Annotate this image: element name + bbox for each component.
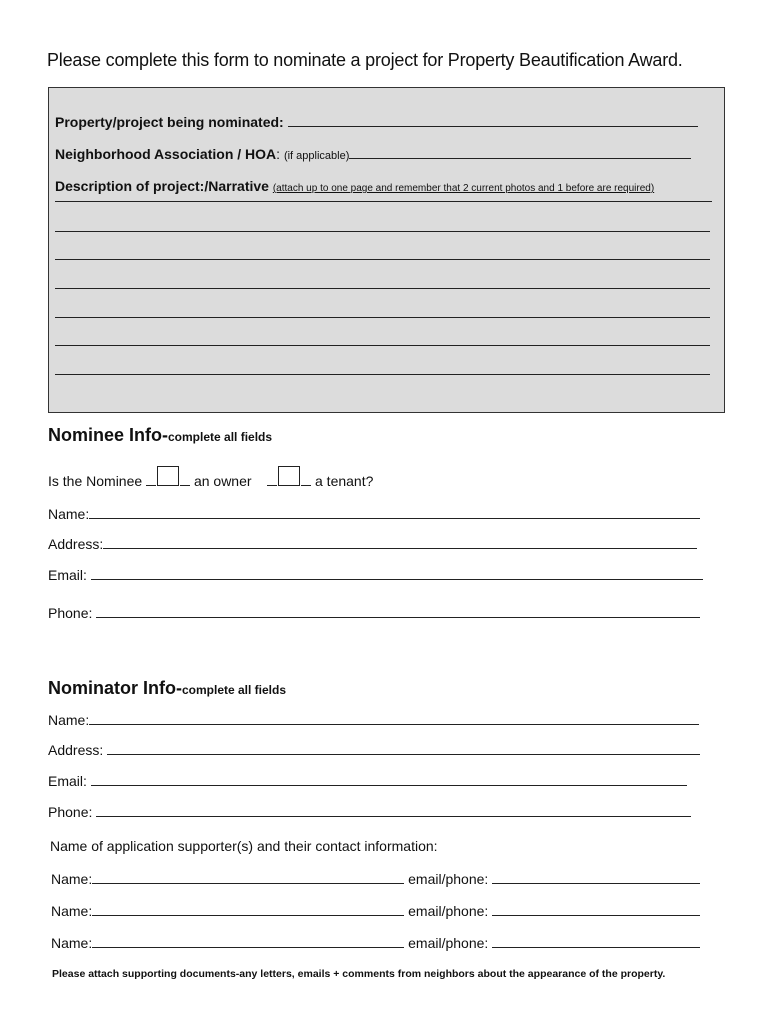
hoa-note: (if applicable) bbox=[283, 150, 350, 162]
property-field bbox=[55, 114, 698, 130]
nominee-name-field: Name: bbox=[48, 506, 700, 522]
supporter-row: Name: email/phone: bbox=[51, 903, 700, 919]
nominee-phone-field: Phone: bbox=[48, 605, 700, 621]
supporter-contact-input[interactable] bbox=[492, 936, 700, 948]
nominee-question-label: Is the Nominee bbox=[48, 473, 143, 489]
description-line[interactable] bbox=[55, 288, 710, 289]
tenant-option-label: a tenant? bbox=[315, 473, 374, 489]
nominator-address-input[interactable] bbox=[107, 743, 700, 755]
description-line[interactable] bbox=[55, 201, 712, 202]
nominator-address-field: Address: bbox=[48, 742, 700, 758]
hoa-input[interactable] bbox=[349, 147, 691, 159]
property-label: Property/project being nominated: bbox=[55, 114, 284, 130]
nominator-email-input[interactable] bbox=[91, 774, 687, 786]
description-line[interactable] bbox=[55, 231, 710, 232]
supporter-row: Name: email/phone: bbox=[51, 935, 700, 951]
description-line[interactable] bbox=[55, 317, 710, 318]
description-field bbox=[55, 178, 654, 194]
nominee-email-input[interactable] bbox=[91, 568, 703, 580]
supporter-row: Name: email/phone: bbox=[51, 871, 700, 887]
nominee-name-input[interactable] bbox=[89, 507, 700, 519]
attachment-note: Please attach supporting documents-any letters, emails + comments from neighbors about the appearance of the property. bbox=[52, 968, 666, 980]
form-instructions: Please complete this form to nominate a project for Property Beautification Award. bbox=[47, 50, 683, 70]
description-line[interactable] bbox=[55, 345, 710, 346]
nominator-section-title: Nominator Info-complete all fields bbox=[48, 678, 287, 698]
supporter-name-input[interactable] bbox=[92, 936, 404, 948]
nominee-phone-input[interactable] bbox=[96, 606, 700, 618]
supporter-contact-input[interactable] bbox=[492, 872, 700, 884]
nominee-type-question bbox=[48, 466, 373, 489]
nominator-phone-input[interactable] bbox=[96, 805, 691, 817]
description-line[interactable] bbox=[55, 374, 710, 375]
nominee-email-field: Email: bbox=[48, 567, 703, 583]
nominator-name-field: Name: bbox=[48, 712, 699, 728]
property-input[interactable] bbox=[288, 115, 698, 127]
description-label: Description of project:/Narrative bbox=[55, 178, 269, 194]
nominator-phone-field: Phone: bbox=[48, 804, 691, 820]
description-note: (attach up to one page and remember that 2 current photos and 1 before are required) bbox=[272, 183, 655, 194]
tenant-checkbox[interactable] bbox=[278, 466, 300, 486]
nominee-address-input[interactable] bbox=[103, 537, 697, 549]
supporter-name-input[interactable] bbox=[92, 872, 404, 884]
nominee-address-field: Address: bbox=[48, 536, 697, 552]
project-description-panel bbox=[48, 87, 725, 413]
description-line[interactable] bbox=[55, 259, 710, 260]
nominator-name-input[interactable] bbox=[89, 713, 699, 725]
owner-option-label: an owner bbox=[193, 473, 252, 489]
supporters-heading: Name of application supporter(s) and their contact information: bbox=[50, 838, 438, 854]
owner-checkbox[interactable] bbox=[157, 466, 179, 486]
hoa-field: Neighborhood Association / HOA : (if applicable) bbox=[55, 146, 691, 162]
nominee-section-title: Nominee Info-complete all fields bbox=[48, 425, 273, 445]
nominator-email-field: Email: bbox=[48, 773, 687, 789]
hoa-label: Neighborhood Association / HOA bbox=[55, 146, 277, 162]
supporter-name-input[interactable] bbox=[92, 904, 404, 916]
supporter-contact-input[interactable] bbox=[492, 904, 700, 916]
